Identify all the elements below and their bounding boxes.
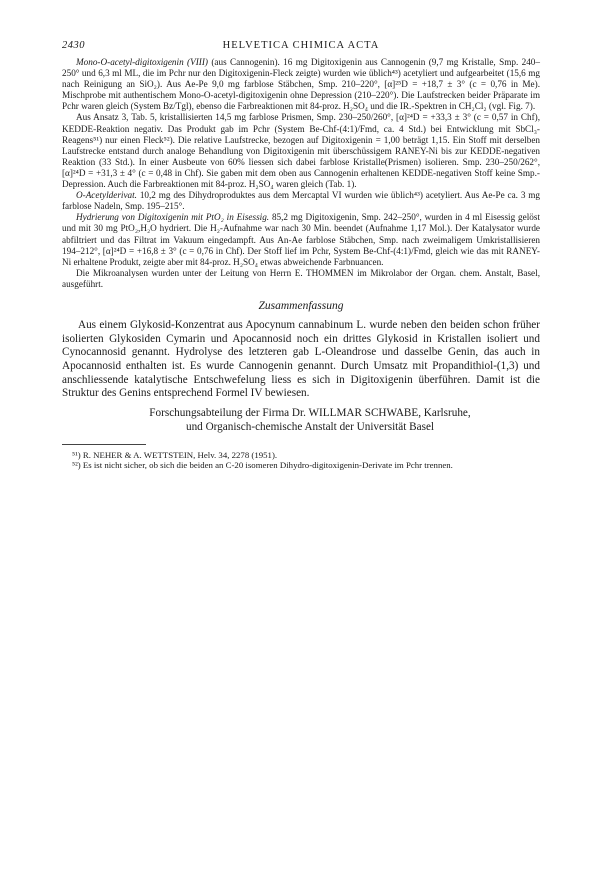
paragraph-mikroanalysen: Die Mikroanalysen wurden unter der Leitung von Herrn E. THOMMEN im Mikrolabor der Organ. chem. Anstalt, Basel, ausgeführt.	[62, 267, 540, 289]
page-number: 2430	[62, 40, 85, 51]
paragraph-mono-acetyl	[62, 57, 540, 112]
running-header	[62, 40, 540, 51]
paragraph-hydrierung	[62, 212, 540, 267]
journal-title: HELVETICA CHIMICA ACTA	[222, 40, 380, 51]
paragraph-text: (aus Cannogenin). 16 mg Digitoxigenin aus Cannogenin (9,7 mg Kristalle, Smp. 240–250° und 6,3 ml ML, die im Pchr nur den Digitoxigenin-Fleck zeigte) wurden wie üblich⁴³) acetyliert und aufgearbeitet (15,6 mg nach Reinigung an SiO₂). Aus Ae-Pe 9,0 mg farblose Stäbchen, Smp. 210–220°, [α]²⁵D = +18,7 ± 3° (c = 0,76 in Me). Mischprobe mit authentischem Mono-O-acetyl-digitoxigenin ohne Depression (210–220°). Die Laufstrecken beider Präparate im Pchr waren gleich (System Bz/Tgl), ebenso die Farbreaktionen mit 84-proz. H₂SO₄ und die IR.-Spektren in CH₂Cl₂ (vgl. Fig. 7).	[62, 57, 540, 112]
paragraph-heading: Mono-O-acetyl-digitoxigenin (VIII)	[76, 57, 208, 67]
affiliation	[62, 407, 540, 434]
footnote-51: ⁵¹) R. NEHER & A. WETTSTEIN, Helv. 34, 2278 (1951).	[72, 449, 278, 460]
summary-section	[62, 319, 540, 401]
paragraph-text: 10,2 mg des Dihydroproduktes aus dem Mercaptal VI wurden wie üblich⁴³) acetyliert. Aus Ae-Pe ca. 3 mg farblose Nadeln, Smp. 195–215°.	[62, 190, 540, 212]
experimental-section	[62, 57, 540, 290]
footnote-52: ⁵²) Es ist nicht sicher, ob sich die beiden an C-20 isomeren Dihydro-digitoxigenin-Derivate im Pchr trennen.	[72, 460, 453, 471]
article-page	[62, 40, 540, 471]
affiliation-line-2: und Organisch-chemische Anstalt der Universität Basel	[185, 420, 435, 433]
paragraph-heading: O-Acetylderivat.	[76, 190, 137, 201]
paragraph-text: 85,2 mg Digitoxigenin, Smp. 242–250°, wurden in 4 ml Eisessig gelöst und mit 30 mg PtO₂,H₂O hydriert. Die H₂-Aufnahme war nach 30 Min. beendet (Aufnahme 1,17 Mol.). Der Katalysator wurde abfiltriert und das Filtrat im Vakuum eingedampft. Aus An-Ae farblose Stäbchen, Smp. nach zweimaligem Umkristallisieren 194–212°, [α]²⁴D = +16,8 ± 3° (c = 0,76 in Chf). Der Stoff lief im Pchr, System Be-Chf-(4:1)/Fmd, gleich wie das mit RANEY-Ni erhaltene Produkt, zeigte aber mit 84-proz. H₂SO₄ etwas abweichende Farbnuancen.	[62, 212, 540, 267]
paragraph-ansatz: Aus Ansatz 3, Tab. 5, kristallisierten 14,5 mg farblose Prismen, Smp. 230–250/260°, [α]²⁴D = +33,3 ± 3° (c = 0,57 in Chf), KEDDE-Reaktion negativ. Das Produkt gab im Pchr (System Be-Chf-(4:1)/Fmd, ca. 4 Std.) bei Entwicklung mit SbCl₃-Reagens⁵¹) nur einen Fleck⁵²). Die relative Laufstrecke, bezogen auf Digitoxigenin = 1,00 beträgt 1,15. Ein Stoff mit derselben Laufstrecke entstand durch analoge Behandlung von Digitoxigenin mit überschüssigem RANEY-Ni bis zur KEDDE-negativen Reaktion (33 Std.). In einer Ausbeute von 60% liessen sich dabei farblose Kristalle(Prismen) isolieren. Smp. 230–250/262°, [α]²⁴D = +31,3 ± 4° (c = 0,48 in Chf). Sie gaben mit dem oben aus Cannogenin erhaltenen KEDDE-negativen Stoff keine Smp.-Depression. Auch die Farbreaktionen mit 84-proz. H₂SO₄ waren gleich (Tab. 1).	[62, 112, 540, 190]
paragraph-acetylderivat	[62, 190, 540, 212]
summary-title: Zusammenfassung	[258, 299, 344, 312]
footnotes	[62, 450, 540, 471]
footnote-rule	[62, 444, 146, 445]
paragraph-heading: Hydrierung von Digitoxigenin mit PtO₂ in Eisessig.	[76, 212, 270, 223]
affiliation-line-1: Forschungsabteilung der Firma Dr. WILLMAR SCHWABE, Karlsruhe,	[149, 407, 471, 420]
summary-text: Aus einem Glykosid-Konzentrat aus Apocynum cannabinum L. wurde neben den beiden schon früher isolierten Glykosiden Cymarin und Apocannosid noch ein drittes Glykosid in Kristallen isoliert und Cynocannosid genannt. Hydrolyse des letzteren gab L-Oleandrose und dasselbe Genin, das auch in Apocannosid enthalten ist. Es wurde Cannogenin genannt. Durch Umsatz mit Propandithiol-(1,3) und anschliessende katalytische Entschwefelung liess es sich in Digitoxigenin überführen. Damit ist die Struktur des Genins entsprechend Formel IV bewiesen.	[62, 318, 540, 400]
